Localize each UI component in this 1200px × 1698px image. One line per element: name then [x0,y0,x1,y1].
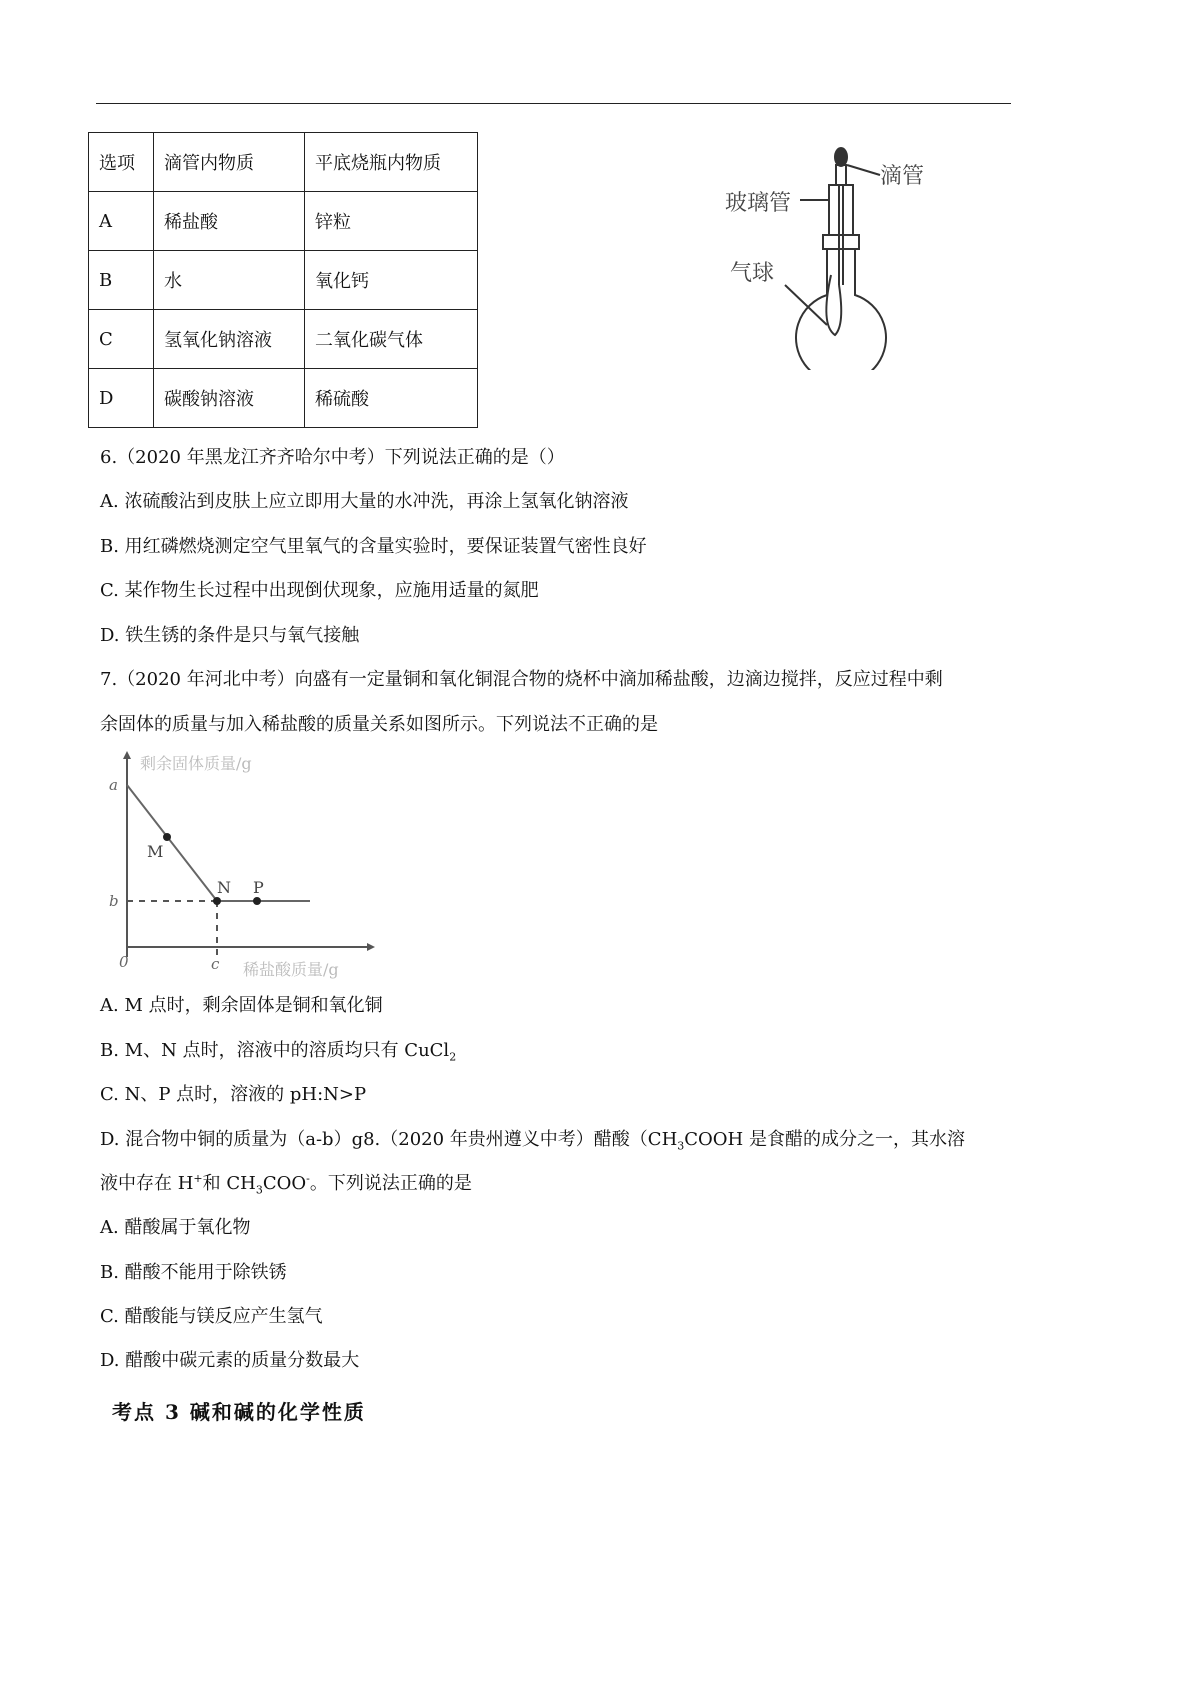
table-cell: 水 [154,251,305,310]
superscript: - [306,1172,310,1185]
subscript: 2 [449,1050,457,1064]
reagent-table [88,132,478,428]
point-n [213,897,221,905]
table-header-row [89,133,478,192]
table-row [89,251,478,310]
table-cell: 稀硫酸 [305,369,478,428]
table-cell: 氢氧化钠溶液 [154,310,305,369]
q8-option-a: A. 醋酸属于氧化物 [100,1217,251,1238]
section-heading: 考点 3 碱和碱的化学性质 [112,1400,366,1424]
y-axis-label: 剩余固体质量/g [140,754,252,773]
text: COO [262,1173,307,1194]
tick-a: a [109,776,118,794]
text: 和 CH [202,1173,256,1194]
q8-option-d: D. 醋酸中碳元素的质量分数最大 [100,1350,360,1371]
text: 液中存在 H [100,1173,194,1194]
q7-option-d [100,1125,965,1153]
q7-stem-2: 余固体的质量与加入稀盐酸的质量关系如图所示。下列说法不正确的是 [100,714,658,735]
point-p [253,897,261,905]
q8-option-b: B. 醋酸不能用于除铁锈 [100,1262,287,1283]
glass-tube-label: 玻璃管 [725,191,792,216]
q7-stem-1: 7.（2020 年河北中考）向盛有一定量铜和氧化铜混合物的烧杯中滴加稀盐酸，边滴边搅拌，反应过程中剩 [100,669,943,690]
q7-option-b [100,1036,456,1064]
q6-option-b: B. 用红磷燃烧测定空气里氧气的含量实验时，要保证装置气密性良好 [100,536,647,557]
superscript: + [193,1172,203,1185]
q8-option-c: C. 醋酸能与镁反应产生氢气 [100,1306,323,1327]
table-row [89,369,478,428]
label-n: N [217,878,231,897]
table-cell: 二氧化碳气体 [305,310,478,369]
q6-option-a: A. 浓硫酸沾到皮肤上应立即用大量的水冲洗，再涂上氢氧化钠溶液 [100,491,629,512]
q6-option-c: C. 某作物生长过程中出现倒伏现象，应施用适量的氮肥 [100,580,539,601]
table-cell: D [89,369,154,428]
table-cell: A [89,192,154,251]
tick-b: b [109,892,119,910]
table-cell: 氧化钙 [305,251,478,310]
table-row [89,192,478,251]
table-cell: 锌粒 [305,192,478,251]
x-axis-label: 稀盐酸质量/g [243,960,339,979]
q6-stem: 6.（2020 年黑龙江齐齐哈尔中考）下列说法正确的是（） [100,447,565,468]
flask-apparatus-diagram [715,145,945,370]
tick-c: c [211,955,220,973]
balloon-label: 气球 [730,261,775,286]
text: COOH 是食醋的成分之一，其水溶 [684,1129,965,1150]
subscript: 3 [677,1139,685,1153]
q7-option-c: C. N、P 点时，溶液的 pH:N>P [100,1084,367,1105]
header-rule [96,103,1011,104]
table-header: 平底烧瓶内物质 [305,133,478,192]
table-cell: C [89,310,154,369]
dropper-label: 滴管 [880,164,925,189]
table-row [89,310,478,369]
mass-graph [105,745,380,980]
tick-origin: 0 [119,953,129,971]
text: 。下列说法正确的是 [309,1173,472,1194]
table-cell: B [89,251,154,310]
subscript: 3 [255,1183,263,1197]
table-cell: 稀盐酸 [154,192,305,251]
point-m [163,833,171,841]
q7-option-b-text: B. M、N 点时，溶液中的溶质均只有 CuCl [100,1040,450,1061]
q7-option-a: A. M 点时，剩余固体是铜和氧化铜 [100,995,383,1016]
q8-stem-cont [100,1169,472,1197]
q6-option-d: D. 铁生锈的条件是只与氧气接触 [100,625,360,646]
table-header: 滴管内物质 [154,133,305,192]
label-m: M [147,842,164,861]
table-header: 选项 [89,133,154,192]
table-cell: 碳酸钠溶液 [154,369,305,428]
text: D. 混合物中铜的质量为（a-b）g8.（2020 年贵州遵义中考）醋酸（CH [100,1129,678,1150]
label-p: P [253,878,264,897]
